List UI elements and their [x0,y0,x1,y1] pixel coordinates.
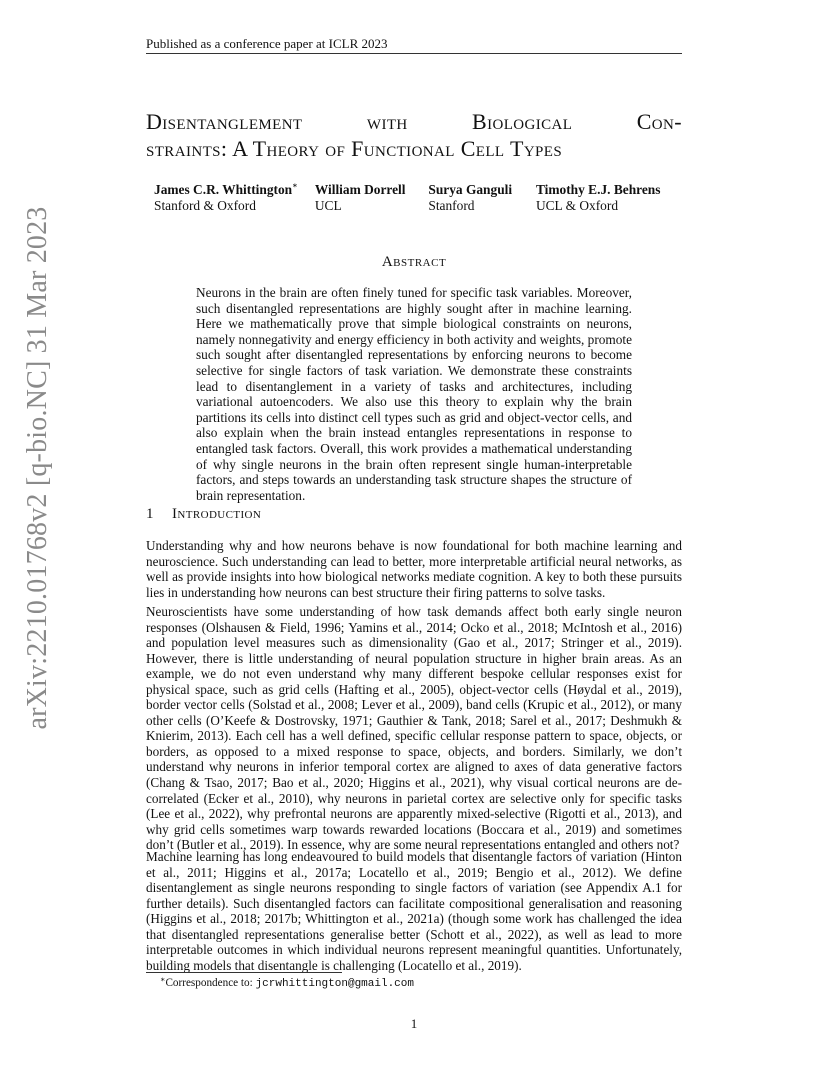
author-block [154,182,315,214]
body-paragraph: Understanding why and how neurons behave is now foundational for both machine learning and neuroscience. Such understanding can lead to better, more interpretable artificial neural networks, as well as provide insights into how biological networks mediate cognition. A key to both these pursuits lies in understanding how neurons can best structure their firing patterns to solve tasks. [146,538,682,600]
author-affiliation: Stanford [428,198,475,213]
author-name: William Dorrell [314,182,406,197]
running-header: Published as a conference paper at ICLR 2023 [146,36,388,51]
author-block [536,182,684,214]
correspondence-email[interactable]: jcrwhittington@gmail.com [255,978,414,990]
author-affiliation: Stanford & Oxford [154,198,256,213]
footnote-marker: ∗ [160,975,166,984]
abstract-body: Neurons in the brain are often finely tuned for specific task variables. Moreover, such disentangled representations are highly sought after in machine learning. Here we mathematically prove that simple biological constraints on neurons, namely nonnegativity and energy efficiency in both activity and weights, promote such sought after disentangled representations by enforcing neurons to become selective for single factors of task variation. We demonstrate these constraints lead to disentanglement in a variety of tasks and architectures, including variational autoencoders. We also use this theory to explain why the brain partitions its cells into distinct cell types such as grid and object-vector cells, and also explain when the brain instead entangles representations in response to entangled task factors. Overall, this work provides a mathematical understanding of why single neurons in the brain often represent single human-interpretable factors, and steps towards an understanding task structure shapes the structure of brain representation. [196,285,632,503]
corresponding-author-marker: ∗ [292,181,298,190]
author-block [315,182,429,214]
footnote [160,976,680,991]
title-line-2: straints: A Theory of Functional Cell Types [146,136,563,161]
author-name: Timothy E.J. Behrens [535,182,661,197]
section-number: 1 [146,506,154,522]
header-divider [146,53,682,54]
page-number: 1 [410,1016,418,1031]
paper-title [146,108,682,162]
footnote-label: Correspondence to: [165,977,253,989]
author-name: James C.R. Whittington∗ [154,181,298,197]
arxiv-identifier-stamp[interactable]: arXiv:2210.01768v2 [q-bio.NC] 31 Mar 2023 [22,206,53,730]
footnote-divider [146,972,342,973]
author-affiliation: UCL [314,198,342,213]
section-title: Introduction [172,506,262,522]
section-heading [146,504,682,524]
title-line-1: Disentanglement with Biological Con- [146,109,682,134]
author-block [428,182,536,214]
body-paragraph: Neuroscientists have some understanding of how task demands affect both early single neuron responses (Olshausen & Field, 1996; Yamins et al., 2014; Ocko et al., 2018; McIntosh et al., 2016) and population level measures such as dimensionality (Gao et al., 2017; Stringer et al., 2019). However, there is little understanding of neural population structure in higher brain areas. As an example, we do not even understand why many different bespoke cellular responses exist for physical space, such as grid cells (Hafting et al., 2005), object-vector cells (Høydal et al., 2019), border vector cells (Solstad et al., 2008; Lever et al., 2009), band cells (Krupic et al., 2012), or many other cells (O’Keefe & Dostrovsky, 1971; Gauthier & Tank, 2018; Sarel et al., 2017; Deshmukh & Knierim, 2013). Each cell has a well defined, specific cellular response pattern to space, objects, or borders, as opposed to a mixed response to space, objects, and borders. Similarly, we don’t understand why neurons in inferior temporal cortex are aligned to axes of data generative factors (Chang & Tsao, 2017; Bao et al., 2020; Higgins et al., 2021), why visual cortical neurons are de-correlated (Ecker et al., 2010), why neurons in parietal cortex are selective only for specific tasks (Lee et al., 2022), why prefrontal neurons are apparently mixed-selective (Rigotti et al., 2013), and why grid cells sometimes warp towards rewarded locations (Boccara et al., 2019) and sometimes don’t (Butler et al., 2019). In essence, why are some neural representations entangled and others not? [146,604,682,853]
body-paragraph: Machine learning has long endeavoured to build models that disentangle factors of variation (Hinton et al., 2011; Higgins et al., 2017a; Locatello et al., 2019; Bengio et al., 2012). We define disentanglement as single neurons responding to single factors of variation (see Appendix A.1 for further details). Such disentangled factors can facilitate compositional generalisation and reasoning (Higgins et al., 2018; 2017b; Whittington et al., 2021a) (though some work has challenged the idea that disentangled representations generalise better (Schott et al., 2022), as well as lead to more interpretable outcomes in which individual neurons represent meaningful quantities. Unfortunately, building models that disentangle is challenging (Locatello et al., 2019). [146,849,682,973]
author-list [154,182,684,214]
author-affiliation: UCL & Oxford [535,198,619,213]
abstract-heading: Abstract [381,254,447,270]
author-name: Surya Ganguli [428,182,513,197]
